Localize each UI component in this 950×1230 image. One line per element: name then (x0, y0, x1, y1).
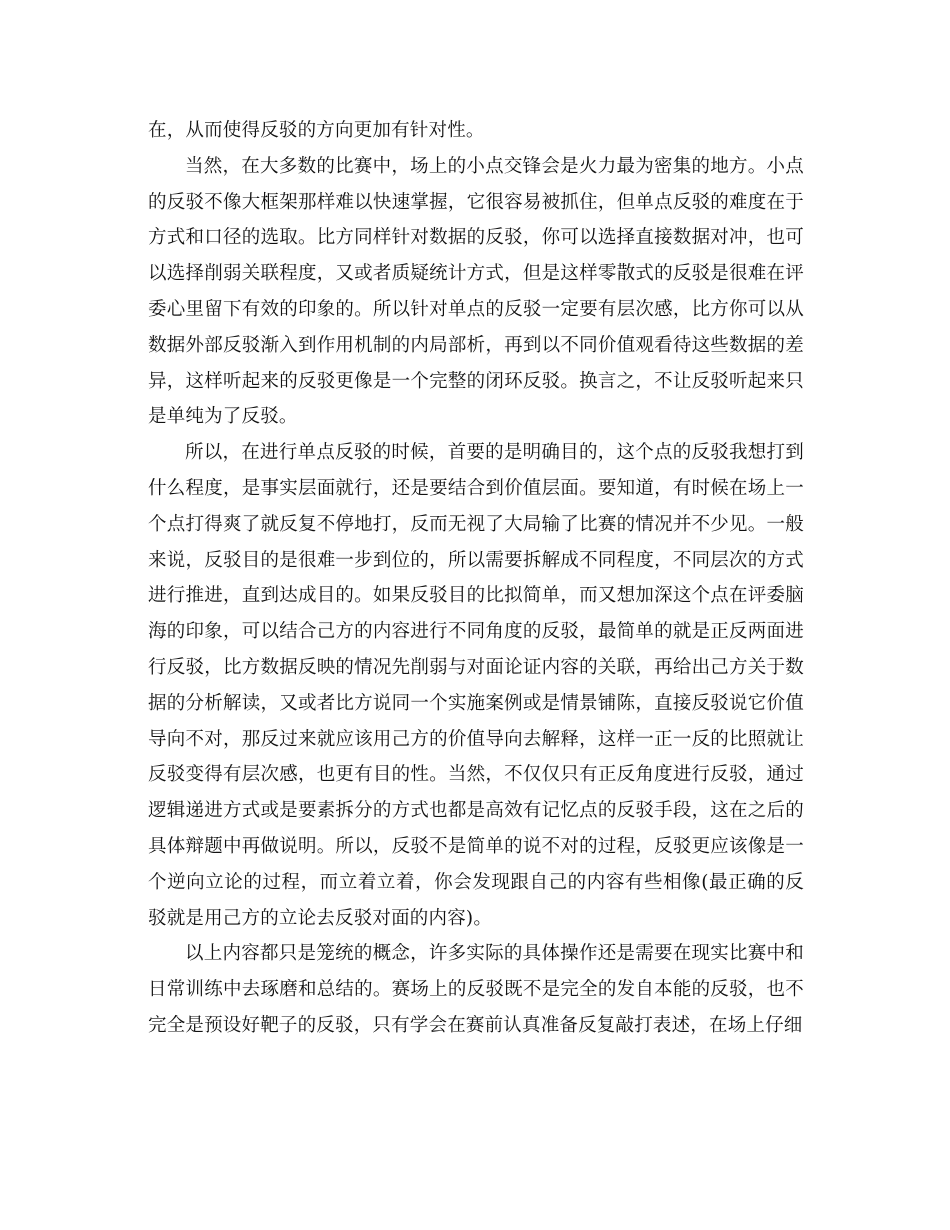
paragraph-rebuttal-purpose: 所以，在进行单点反驳的时候，首要的是明确目的，这个点的反驳我想打到什么程度，是事实层面就行，还是要结合到价值层面。要知道，有时候在场上一个点打得爽了就反复不停地打，反而无视了大局输了比赛的情况并不少见。一般来说，反驳目的是很难一步到位的，所以需要拆解成不同程度，不同层次的方式进行推进，直到达成目的。如果反驳目的比拟简单，而又想加深这个点在评委脑海的印象，可以结合己方的内容进行不同角度的反驳，最简单的就是正反两面进行反驳，比方数据反映的情况先削弱与对面论证内容的关联，再给出己方关于数据的分析解读，又或者比方说同一个实施案例或是情景铺陈，直接反驳说它价值导向不对，那反过来就应该用己方的价值导向去解释，这样一正一反的比照就让反驳变得有层次感，也更有目的性。当然，不仅仅只有正反角度进行反驳，通过逻辑递进方式或是要素拆分的方式也都是高效有记忆点的反驳手段，这在之后的具体辩题中再做说明。所以，反驳不是简单的说不对的过程，反驳更应该像是一个逆向立论的过程，而立着立着，你会发现跟自己的内容有些相像(最正确的反驳就是用己方的立论去反驳对面的内容)。 (148, 442, 804, 929)
paragraph-summary: 以上内容都只是笼统的概念，许多实际的具体操作还是需要在现实比赛中和日常训练中去琢磨和总结的。赛场上的反驳既不是完全的发自本能的反驳，也不完全是预设好靶子的反驳，只有学会在赛前认真准备反复敲打表述，在场上仔细 (148, 943, 804, 1036)
document-page (148, 113, 804, 1044)
paragraph-single-point-rebuttal: 当然，在大多数的比赛中，场上的小点交锋会是火力最为密集的地方。小点的反驳不像大框架那样难以快速掌握，它很容易被抓住，但单点反驳的难度在于方式和口径的选取。比方同样针对数据的反驳，你可以选择直接数据对冲，也可以选择削弱关联程度，又或者质疑统计方式，但是这样零散式的反驳是很难在评委心里留下有效的印象的。所以针对单点的反驳一定要有层次感，比方你可以从数据外部反驳渐入到作用机制的内局部析，再到以不同价值观看待这些数据的差异，这样听起来的反驳更像是一个完整的闭环反驳。换言之，不让反驳听起来只是单纯为了反驳。 (148, 155, 804, 428)
paragraph-continuation: 在，从而使得反驳的方向更加有针对性。 (148, 120, 485, 141)
